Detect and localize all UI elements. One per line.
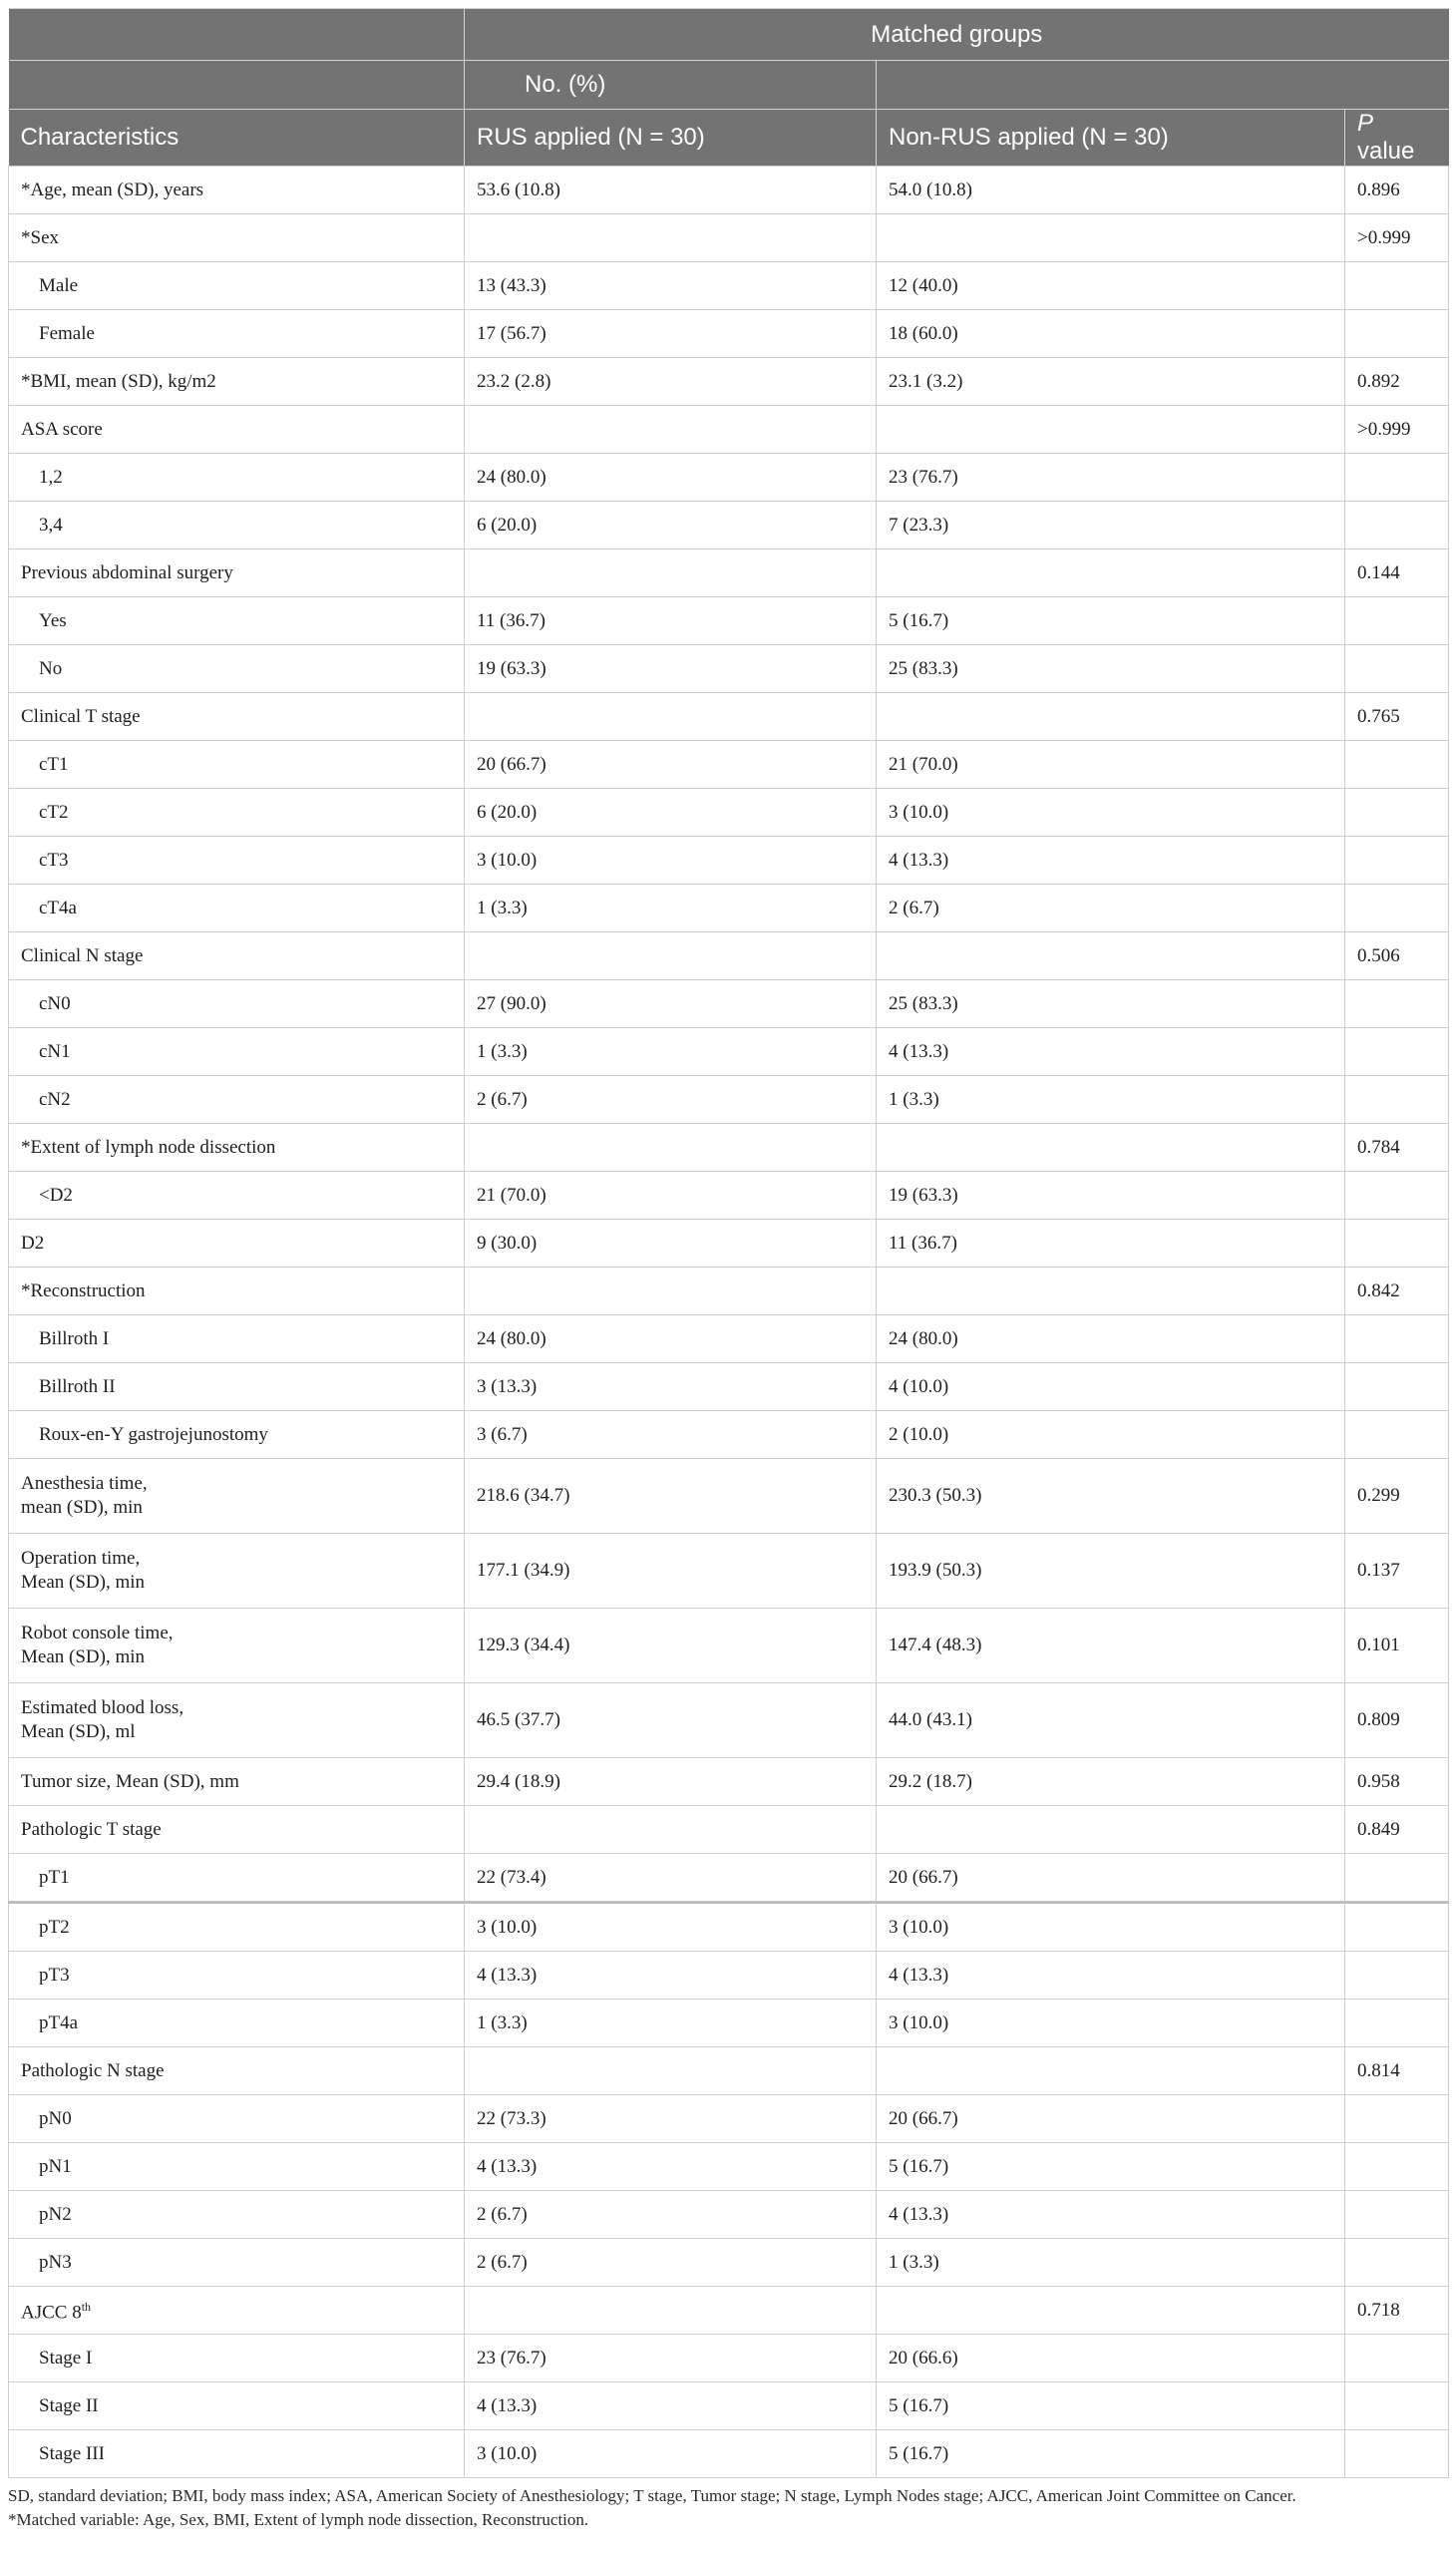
p-value (1345, 1411, 1449, 1459)
nonrus-value (877, 549, 1345, 597)
rus-value: 177.1 (34.9) (465, 1534, 877, 1609)
table-row (9, 837, 1449, 885)
table-row (9, 2095, 1449, 2143)
row-label: Estimated blood loss, Mean (SD), ml (9, 1683, 465, 1758)
row-label: Stage III (9, 2430, 465, 2478)
rus-value: 4 (13.3) (465, 1952, 877, 2000)
table-row (9, 789, 1449, 837)
p-value (1345, 885, 1449, 932)
nonrus-value: 147.4 (48.3) (877, 1609, 1345, 1683)
p-value (1345, 741, 1449, 789)
nonrus-value: 3 (10.0) (877, 2000, 1345, 2047)
table-row (9, 1758, 1449, 1806)
abbreviations-footnote: SD, standard deviation; BMI, body mass index; ASA, American Society of Anesthesiology; T stage, Tumor stage; N stage, Lymph Nodes stage; AJCC, American Joint Committee on Cancer. (8, 2486, 1296, 2505)
nonrus-value: 21 (70.0) (877, 741, 1345, 789)
rus-value: 27 (90.0) (465, 980, 877, 1028)
p-value (1345, 597, 1449, 645)
unit-heading: No. (%) (465, 61, 877, 110)
nonrus-value: 5 (16.7) (877, 2382, 1345, 2430)
nonrus-value (877, 1806, 1345, 1854)
p-value (1345, 645, 1449, 693)
rus-value: 24 (80.0) (465, 454, 877, 502)
nonrus-value: 24 (80.0) (877, 1315, 1345, 1363)
row-label: Billroth I (9, 1315, 465, 1363)
row-label: pT2 (9, 1903, 465, 1952)
p-value (1345, 310, 1449, 358)
nonrus-value: 12 (40.0) (877, 262, 1345, 310)
row-label: 1,2 (9, 454, 465, 502)
characteristics-table (8, 8, 1449, 2478)
nonrus-value (877, 2287, 1345, 2335)
nonrus-value (877, 1124, 1345, 1172)
nonrus-value: 193.9 (50.3) (877, 1534, 1345, 1609)
row-label: cN2 (9, 1076, 465, 1124)
p-value: >0.999 (1345, 214, 1449, 262)
table-header (9, 9, 1449, 167)
nonrus-value: 20 (66.7) (877, 2095, 1345, 2143)
p-value: 0.842 (1345, 1268, 1449, 1315)
rus-value: 2 (6.7) (465, 1076, 877, 1124)
table-row (9, 214, 1449, 262)
p-value: >0.999 (1345, 406, 1449, 454)
nonrus-value: 4 (13.3) (877, 2191, 1345, 2239)
row-label: pN0 (9, 2095, 465, 2143)
table-row (9, 597, 1449, 645)
table-row (9, 1609, 1449, 1683)
p-value (1345, 1028, 1449, 1076)
row-label: No (9, 645, 465, 693)
nonrus-value: 4 (13.3) (877, 1952, 1345, 2000)
table-row (9, 645, 1449, 693)
nonrus-value: 1 (3.3) (877, 2239, 1345, 2287)
nonrus-value (877, 932, 1345, 980)
matched-variable-footnote: *Matched variable: Age, Sex, BMI, Extent of lymph node dissection, Reconstruction. (8, 2510, 589, 2529)
row-label: Robot console time, Mean (SD), min (9, 1609, 465, 1683)
row-label: Clinical T stage (9, 693, 465, 741)
row-label: 3,4 (9, 502, 465, 549)
row-label: Stage II (9, 2382, 465, 2430)
row-label: pT3 (9, 1952, 465, 2000)
rus-value: 3 (10.0) (465, 1903, 877, 1952)
row-label: Operation time, Mean (SD), min (9, 1534, 465, 1609)
rus-value (465, 693, 877, 741)
rus-value: 17 (56.7) (465, 310, 877, 358)
row-label: cT3 (9, 837, 465, 885)
table-row (9, 741, 1449, 789)
table-row (9, 2239, 1449, 2287)
table-footnotes (8, 2484, 1448, 2532)
row-label: Clinical N stage (9, 932, 465, 980)
row-label: D2 (9, 1220, 465, 1268)
nonrus-value (877, 406, 1345, 454)
table-row (9, 167, 1449, 214)
p-value: 0.896 (1345, 167, 1449, 214)
nonrus-value: 18 (60.0) (877, 310, 1345, 358)
table-row (9, 1459, 1449, 1534)
rus-value: 23 (76.7) (465, 2335, 877, 2382)
p-value: 0.809 (1345, 1683, 1449, 1758)
row-label: pT4a (9, 2000, 465, 2047)
rus-value (465, 2287, 877, 2335)
nonrus-value: 3 (10.0) (877, 789, 1345, 837)
rus-value: 11 (36.7) (465, 597, 877, 645)
table-row (9, 1411, 1449, 1459)
row-label: *Sex (9, 214, 465, 262)
nonrus-value: 20 (66.7) (877, 1854, 1345, 1903)
row-label: *Extent of lymph node dissection (9, 1124, 465, 1172)
p-value: 0.849 (1345, 1806, 1449, 1854)
p-value (1345, 837, 1449, 885)
nonrus-value: 25 (83.3) (877, 645, 1345, 693)
rus-value: 24 (80.0) (465, 1315, 877, 1363)
table-row (9, 1854, 1449, 1903)
header-blank-cell (877, 61, 1449, 110)
nonrus-value: 5 (16.7) (877, 597, 1345, 645)
nonrus-value: 5 (16.7) (877, 2143, 1345, 2191)
matched-groups-heading: Matched groups (465, 9, 1449, 61)
p-value (1345, 2143, 1449, 2191)
row-label: pT1 (9, 1854, 465, 1903)
table-row (9, 502, 1449, 549)
rus-value: 6 (20.0) (465, 502, 877, 549)
nonrus-value: 54.0 (10.8) (877, 167, 1345, 214)
rus-value: 3 (13.3) (465, 1363, 877, 1411)
p-value (1345, 2191, 1449, 2239)
nonrus-value: 44.0 (43.1) (877, 1683, 1345, 1758)
rus-value: 20 (66.7) (465, 741, 877, 789)
row-label: cN1 (9, 1028, 465, 1076)
nonrus-value: 4 (13.3) (877, 837, 1345, 885)
row-label: Billroth II (9, 1363, 465, 1411)
p-value (1345, 502, 1449, 549)
table-row (9, 1220, 1449, 1268)
row-label: cT2 (9, 789, 465, 837)
nonrus-value: 2 (10.0) (877, 1411, 1345, 1459)
rus-value: 3 (10.0) (465, 2430, 877, 2478)
p-value (1345, 1315, 1449, 1363)
table-row (9, 2000, 1449, 2047)
table-row (9, 980, 1449, 1028)
row-label: pN3 (9, 2239, 465, 2287)
table-row (9, 2143, 1449, 2191)
rus-value: 9 (30.0) (465, 1220, 877, 1268)
table-container (8, 8, 1448, 2532)
rus-value (465, 1806, 877, 1854)
row-label: Female (9, 310, 465, 358)
nonrus-value (877, 2047, 1345, 2095)
rus-value: 21 (70.0) (465, 1172, 877, 1220)
rus-value: 46.5 (37.7) (465, 1683, 877, 1758)
nonrus-value: 23 (76.7) (877, 454, 1345, 502)
p-value: 0.958 (1345, 1758, 1449, 1806)
nonrus-value: 29.2 (18.7) (877, 1758, 1345, 1806)
rus-value (465, 549, 877, 597)
table-row (9, 1806, 1449, 1854)
p-value: 0.814 (1345, 2047, 1449, 2095)
row-label: cT1 (9, 741, 465, 789)
table-row (9, 1268, 1449, 1315)
nonrus-value: 4 (13.3) (877, 1028, 1345, 1076)
rus-column-header: RUS applied (N = 30) (465, 110, 877, 167)
table-row (9, 549, 1449, 597)
table-row (9, 932, 1449, 980)
nonrus-column-header: Non-RUS applied (N = 30) (877, 110, 1345, 167)
p-value: 0.137 (1345, 1534, 1449, 1609)
rus-value: 6 (20.0) (465, 789, 877, 837)
p-value (1345, 1952, 1449, 2000)
rus-value: 22 (73.3) (465, 2095, 877, 2143)
table-row (9, 1076, 1449, 1124)
nonrus-value: 11 (36.7) (877, 1220, 1345, 1268)
rus-value: 1 (3.3) (465, 2000, 877, 2047)
table-row (9, 454, 1449, 502)
table-row (9, 358, 1449, 406)
p-value (1345, 2430, 1449, 2478)
rus-value: 3 (10.0) (465, 837, 877, 885)
row-label: Pathologic T stage (9, 1806, 465, 1854)
rus-value: 2 (6.7) (465, 2239, 877, 2287)
p-value: 0.144 (1345, 549, 1449, 597)
row-label: <D2 (9, 1172, 465, 1220)
p-value: 0.101 (1345, 1609, 1449, 1683)
rus-value: 3 (6.7) (465, 1411, 877, 1459)
nonrus-value: 23.1 (3.2) (877, 358, 1345, 406)
row-label: *Age, mean (SD), years (9, 167, 465, 214)
nonrus-value (877, 214, 1345, 262)
p-value (1345, 1854, 1449, 1903)
p-value (1345, 2239, 1449, 2287)
table-row (9, 2047, 1449, 2095)
nonrus-value: 5 (16.7) (877, 2430, 1345, 2478)
rus-value: 23.2 (2.8) (465, 358, 877, 406)
p-value (1345, 1363, 1449, 1411)
rus-value: 218.6 (34.7) (465, 1459, 877, 1534)
table-row (9, 693, 1449, 741)
rus-value (465, 932, 877, 980)
table-row (9, 1683, 1449, 1758)
rus-value: 1 (3.3) (465, 1028, 877, 1076)
table-row (9, 1028, 1449, 1076)
row-label: AJCC 8th (9, 2287, 465, 2335)
p-value (1345, 454, 1449, 502)
rus-value: 2 (6.7) (465, 2191, 877, 2239)
nonrus-value: 4 (10.0) (877, 1363, 1345, 1411)
table-row (9, 885, 1449, 932)
row-label: *Reconstruction (9, 1268, 465, 1315)
row-label: Tumor size, Mean (SD), mm (9, 1758, 465, 1806)
row-label: cN0 (9, 980, 465, 1028)
rus-value (465, 1268, 877, 1315)
rus-value: 4 (13.3) (465, 2382, 877, 2430)
p-value: 0.765 (1345, 693, 1449, 741)
row-label: Previous abdominal surgery (9, 549, 465, 597)
nonrus-value: 1 (3.3) (877, 1076, 1345, 1124)
rus-value: 29.4 (18.9) (465, 1758, 877, 1806)
p-value (1345, 1903, 1449, 1952)
nonrus-value: 19 (63.3) (877, 1172, 1345, 1220)
table-row (9, 2382, 1449, 2430)
header-blank-cell (9, 61, 465, 110)
p-value (1345, 1076, 1449, 1124)
rus-value: 13 (43.3) (465, 262, 877, 310)
row-label: ASA score (9, 406, 465, 454)
nonrus-value: 7 (23.3) (877, 502, 1345, 549)
table-row (9, 1315, 1449, 1363)
nonrus-value: 2 (6.7) (877, 885, 1345, 932)
row-label: Male (9, 262, 465, 310)
table-row (9, 1534, 1449, 1609)
row-label: Yes (9, 597, 465, 645)
p-value: 0.784 (1345, 1124, 1449, 1172)
row-label: Anesthesia time, mean (SD), min (9, 1459, 465, 1534)
rus-value: 53.6 (10.8) (465, 167, 877, 214)
p-value (1345, 2000, 1449, 2047)
rus-value (465, 1124, 877, 1172)
rus-value: 1 (3.3) (465, 885, 877, 932)
table-row (9, 1903, 1449, 1952)
nonrus-value: 25 (83.3) (877, 980, 1345, 1028)
table-row (9, 2287, 1449, 2335)
row-label: Pathologic N stage (9, 2047, 465, 2095)
p-value (1345, 2335, 1449, 2382)
p-value (1345, 2382, 1449, 2430)
p-value: 0.506 (1345, 932, 1449, 980)
rus-value (465, 214, 877, 262)
nonrus-value: 3 (10.0) (877, 1903, 1345, 1952)
nonrus-value (877, 693, 1345, 741)
p-value (1345, 1220, 1449, 1268)
p-value (1345, 980, 1449, 1028)
p-value (1345, 1172, 1449, 1220)
p-value (1345, 2095, 1449, 2143)
rus-value (465, 406, 877, 454)
table-row (9, 1952, 1449, 2000)
characteristics-column-header: Characteristics (9, 110, 465, 167)
nonrus-value: 20 (66.6) (877, 2335, 1345, 2382)
row-label: pN1 (9, 2143, 465, 2191)
p-value (1345, 262, 1449, 310)
table-row (9, 2191, 1449, 2239)
row-label: *BMI, mean (SD), kg/m2 (9, 358, 465, 406)
rus-value: 4 (13.3) (465, 2143, 877, 2191)
nonrus-value (877, 1268, 1345, 1315)
row-label: Stage I (9, 2335, 465, 2382)
table-row (9, 310, 1449, 358)
p-value: 0.892 (1345, 358, 1449, 406)
table-row (9, 406, 1449, 454)
rus-value: 129.3 (34.4) (465, 1609, 877, 1683)
rus-value: 22 (73.4) (465, 1854, 877, 1903)
table-row (9, 1363, 1449, 1411)
row-label: pN2 (9, 2191, 465, 2239)
rus-value: 19 (63.3) (465, 645, 877, 693)
header-blank-cell (9, 9, 465, 61)
p-value (1345, 789, 1449, 837)
table-row (9, 2335, 1449, 2382)
p-value: 0.718 (1345, 2287, 1449, 2335)
p-value: 0.299 (1345, 1459, 1449, 1534)
table-body (9, 167, 1449, 2478)
p-value-column-header: P value (1345, 110, 1449, 167)
table-row (9, 262, 1449, 310)
table-row (9, 1172, 1449, 1220)
row-label: cT4a (9, 885, 465, 932)
table-row (9, 2430, 1449, 2478)
nonrus-value: 230.3 (50.3) (877, 1459, 1345, 1534)
table-row (9, 1124, 1449, 1172)
row-label: Roux-en-Y gastrojejunostomy (9, 1411, 465, 1459)
rus-value (465, 2047, 877, 2095)
